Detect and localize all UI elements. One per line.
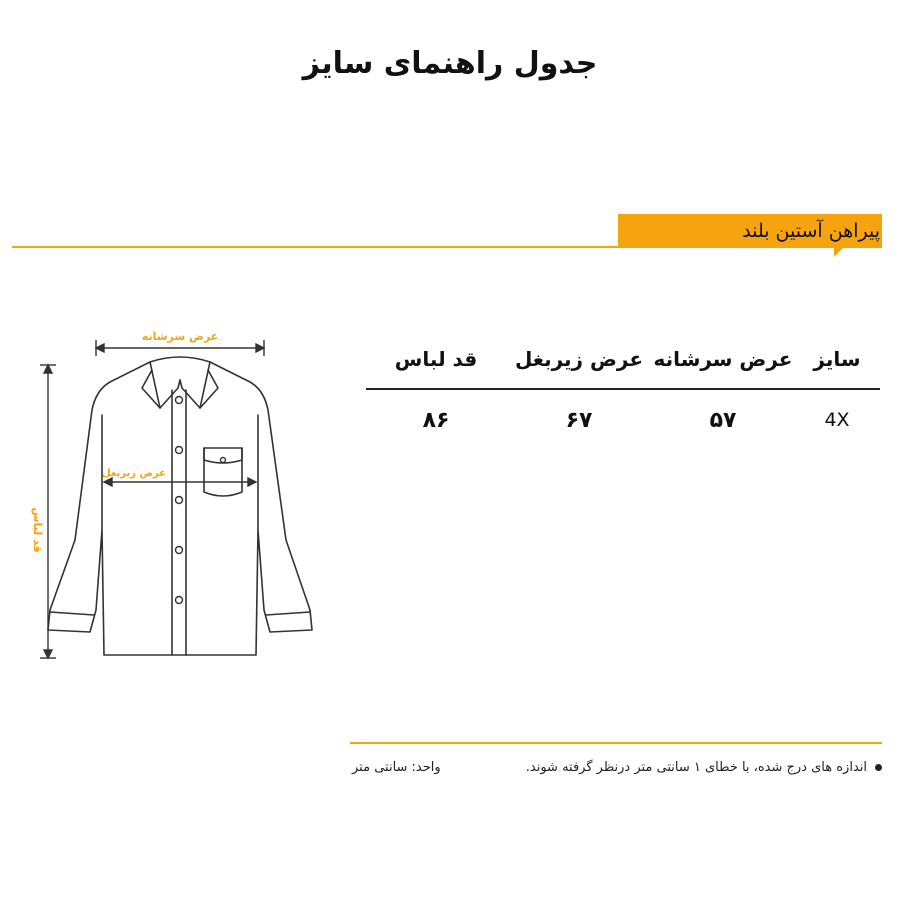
bullet-dot-icon xyxy=(875,764,882,771)
footer-note xyxy=(526,760,882,775)
section-tab xyxy=(618,214,882,248)
shirt-diagram xyxy=(20,310,320,680)
label-length: قد لباس xyxy=(31,507,44,553)
header-length: قد لباس xyxy=(394,347,478,371)
header-shoulder-width: عرض سرشانه xyxy=(653,347,793,371)
cell-underarm-width: ۶۷ xyxy=(565,407,593,433)
footer-unit: واحد: سانتی متر xyxy=(352,760,441,775)
footer-divider xyxy=(350,742,882,744)
footer-note-text: اندازه های درج شده، با خطای ۱ سانتی متر درنظر گرفته شوند. xyxy=(525,760,867,775)
measurement-arrows xyxy=(40,340,264,658)
table-row xyxy=(366,390,880,450)
table-header-row xyxy=(366,330,880,390)
header-underarm-width: عرض زیربغل xyxy=(514,347,644,371)
size-table xyxy=(366,330,880,450)
label-underarm-width: عرض زیربغل xyxy=(101,468,167,479)
header-size: سایز xyxy=(813,347,861,371)
shirt-buttons xyxy=(176,397,226,604)
section-tab-notch xyxy=(834,247,844,257)
label-shoulder-width: عرض سرشانه xyxy=(141,330,219,343)
cell-size: 4X xyxy=(824,409,850,431)
cell-length: ۸۶ xyxy=(422,407,450,433)
section-label: پیراهن آستین بلند xyxy=(742,220,880,242)
cell-shoulder-width: ۵۷ xyxy=(709,407,737,433)
page-title: جدول راهنمای سایز xyxy=(302,46,598,81)
